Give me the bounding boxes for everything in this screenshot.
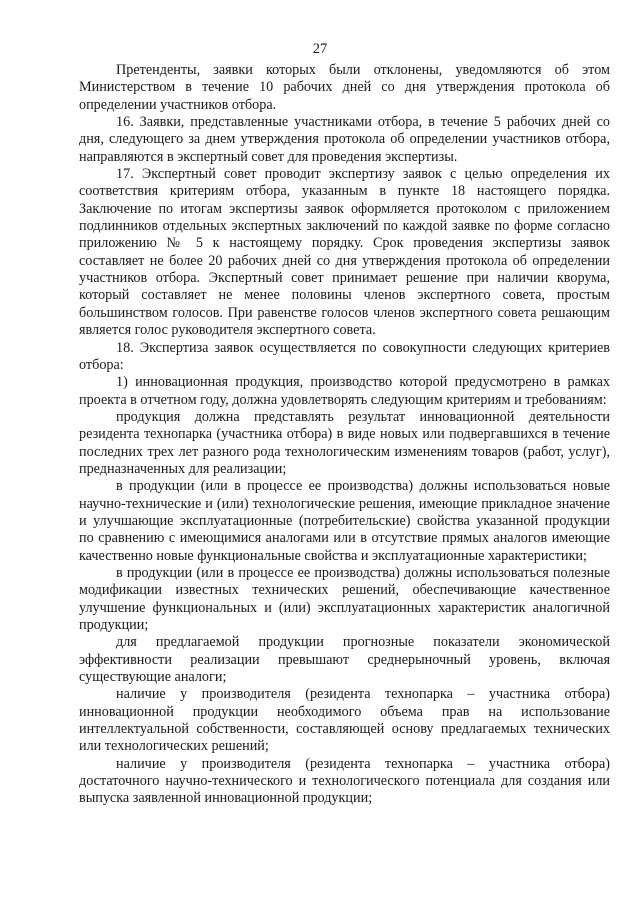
paragraph-criterion-result: продукция должна представлять результат инновационной деятельности резидента технопарка (участника отбора) в виде новых или подвергавшихся в течение последних трех лет разного рода технологическим изменениям товаров (работ, услуг), предназначенных для реализации; xyxy=(79,408,610,477)
paragraph-criterion-potential: наличие у производителя (резидента технопарка – участника отбора) достаточного научно-технического и технологического потенциала для создания или выпуска заявленной инновационной продукции; xyxy=(79,755,610,807)
paragraph-criterion-ip-rights: наличие у производителя (резидента технопарка – участника отбора) инновационной продукции необходимого объема прав на использование интеллектуальной собственности, составляющей основу предлагаемых технических или технологических решений; xyxy=(79,686,610,755)
paragraph-criterion-new-solutions: в продукции (или в процессе ее производства) должны использоваться новые научно-технические и (или) технологические решения, имеющие прикладное значение и улучшающие эксплуатационные (потребительские) свойства указанной продукции по сравнению с имеющимися аналогами или в отсутствие прямых аналогов имеющие качественно новые функциональные свойства и эксплуатационные характеристики; xyxy=(79,478,610,564)
paragraph-rejected-applicants: Претенденты, заявки которых были отклонены, уведомляются об этом Министерством в течение 10 рабочих дней со дня утверждения протокола об определении участников отбора. xyxy=(79,62,610,113)
page-number: 27 xyxy=(312,41,328,57)
body-text xyxy=(79,62,610,808)
paragraph-criterion-efficiency: для предлагаемой продукции прогнозные показатели экономической эффективности реализации превышают среднерыночный уровень, включая существующие аналоги; xyxy=(79,634,610,686)
paragraph-item-16: 16. Заявки, представленные участниками отбора, в течение 5 рабочих дней со дня, следующего за днем утверждения протокола об определении участников отбора, направляются в экспертный совет для проведения экспертизы. xyxy=(79,114,610,165)
paragraph-item-17: 17. Экспертный совет проводит экспертизу заявок с целью определения их соответствия критериям отбора, указанным в пункте 18 настоящего порядка. Заключение по итогам экспертизы заявок оформляется протоколом с приложением подлинников отдельных экспертных заключений по каждой заявке по форме согласно приложению № 5 к настоящему порядку. Срок проведения экспертизы заявок составляет не более 20 рабочих дней со дня утверждения протокола об определении участников отбора. Экспертный совет принимает решение при наличии кворума, который составляет не менее половины членов экспертного совета, простым большинством голосов. При равенстве голосов членов экспертного совета решающим является голос руководителя экспертного совета. xyxy=(79,166,610,339)
paragraph-criterion-modifications: в продукции (или в процессе ее производства) должны использоваться полезные модификации известных технических решений, обеспечивающие качественное улучшение функциональных и (или) эксплуатационных характеристик аналогичной продукции; xyxy=(79,564,610,633)
paragraph-subitem-1: 1) инновационная продукция, производство которой предусмотрено в рамках проекта в отчетном году, должна удовлетворять следующим критериям и требованиям: xyxy=(79,374,610,408)
paragraph-item-18: 18. Экспертиза заявок осуществляется по совокупности следующих критериев отбора: xyxy=(79,339,610,373)
